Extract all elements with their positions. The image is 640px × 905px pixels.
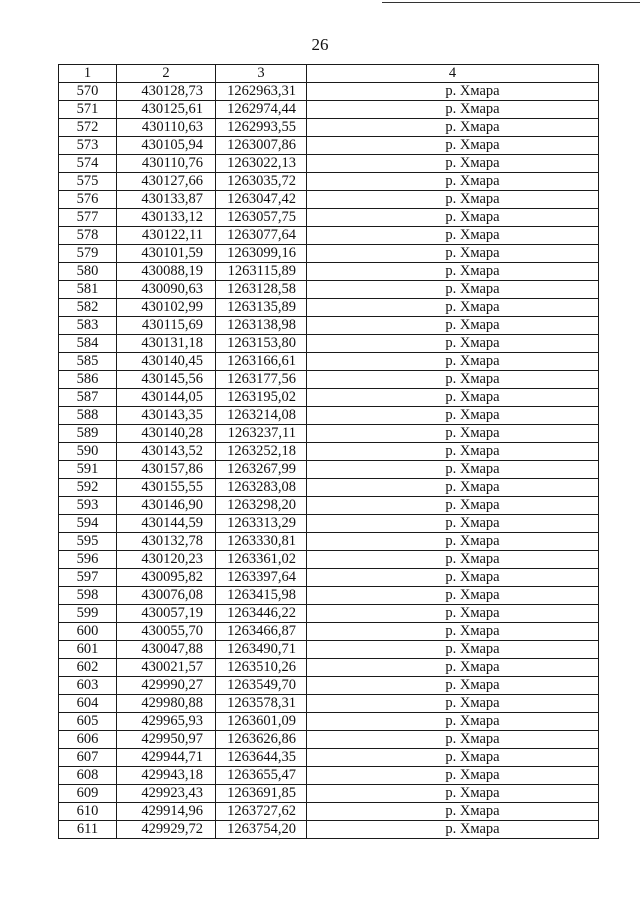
point-number-cell: 579 — [59, 245, 117, 263]
description-cell: р. Хмара — [307, 191, 599, 209]
table-row — [59, 263, 599, 281]
point-number-cell: 593 — [59, 497, 117, 515]
point-number-cell: 574 — [59, 155, 117, 173]
point-number-cell: 586 — [59, 371, 117, 389]
description-cell: р. Хмара — [307, 245, 599, 263]
table-row — [59, 497, 599, 515]
table-row — [59, 785, 599, 803]
description-cell: р. Хмара — [307, 317, 599, 335]
description-cell: р. Хмара — [307, 677, 599, 695]
x-coordinate-cell: 430021,57 — [117, 659, 216, 677]
point-number-cell: 580 — [59, 263, 117, 281]
y-coordinate-cell: 1263099,16 — [216, 245, 307, 263]
y-coordinate-cell: 1263330,81 — [216, 533, 307, 551]
description-cell: р. Хмара — [307, 119, 599, 137]
point-number-cell: 570 — [59, 83, 117, 101]
description-cell: р. Хмара — [307, 335, 599, 353]
table-row — [59, 479, 599, 497]
description-cell: р. Хмара — [307, 407, 599, 425]
table-row — [59, 119, 599, 137]
y-coordinate-cell: 1262993,55 — [216, 119, 307, 137]
table-row — [59, 659, 599, 677]
y-coordinate-cell: 1263490,71 — [216, 641, 307, 659]
y-coordinate-cell: 1263754,20 — [216, 821, 307, 839]
x-coordinate-cell: 430127,66 — [117, 173, 216, 191]
table-row — [59, 371, 599, 389]
x-coordinate-cell: 430102,99 — [117, 299, 216, 317]
description-cell: р. Хмара — [307, 263, 599, 281]
description-cell: р. Хмара — [307, 227, 599, 245]
header-rule — [382, 2, 640, 3]
point-number-cell: 588 — [59, 407, 117, 425]
column-header-4: 4 — [307, 65, 599, 83]
table-row — [59, 155, 599, 173]
x-coordinate-cell: 430128,73 — [117, 83, 216, 101]
y-coordinate-cell: 1263077,64 — [216, 227, 307, 245]
x-coordinate-cell: 430144,05 — [117, 389, 216, 407]
y-coordinate-cell: 1263035,72 — [216, 173, 307, 191]
point-number-cell: 602 — [59, 659, 117, 677]
table-row — [59, 137, 599, 155]
y-coordinate-cell: 1263655,47 — [216, 767, 307, 785]
x-coordinate-cell: 429990,27 — [117, 677, 216, 695]
point-number-cell: 596 — [59, 551, 117, 569]
description-cell: р. Хмара — [307, 533, 599, 551]
table-row — [59, 83, 599, 101]
y-coordinate-cell: 1263626,86 — [216, 731, 307, 749]
y-coordinate-cell: 1263047,42 — [216, 191, 307, 209]
description-cell: р. Хмара — [307, 587, 599, 605]
y-coordinate-cell: 1263115,89 — [216, 263, 307, 281]
point-number-cell: 597 — [59, 569, 117, 587]
point-number-cell: 585 — [59, 353, 117, 371]
x-coordinate-cell: 430145,56 — [117, 371, 216, 389]
description-cell: р. Хмара — [307, 749, 599, 767]
y-coordinate-cell: 1263214,08 — [216, 407, 307, 425]
x-coordinate-cell: 430132,78 — [117, 533, 216, 551]
x-coordinate-cell: 430140,28 — [117, 425, 216, 443]
description-cell: р. Хмара — [307, 785, 599, 803]
table-row — [59, 299, 599, 317]
description-cell: р. Хмара — [307, 803, 599, 821]
description-cell: р. Хмара — [307, 173, 599, 191]
x-coordinate-cell: 430055,70 — [117, 623, 216, 641]
x-coordinate-cell: 430095,82 — [117, 569, 216, 587]
point-number-cell: 611 — [59, 821, 117, 839]
table-row — [59, 425, 599, 443]
y-coordinate-cell: 1263313,29 — [216, 515, 307, 533]
description-cell: р. Хмара — [307, 281, 599, 299]
description-cell: р. Хмара — [307, 713, 599, 731]
table-row — [59, 623, 599, 641]
x-coordinate-cell: 430101,59 — [117, 245, 216, 263]
y-coordinate-cell: 1263397,64 — [216, 569, 307, 587]
point-number-cell: 603 — [59, 677, 117, 695]
table-row — [59, 407, 599, 425]
x-coordinate-cell: 430076,08 — [117, 587, 216, 605]
table-row — [59, 803, 599, 821]
table-row — [59, 551, 599, 569]
x-coordinate-cell: 430131,18 — [117, 335, 216, 353]
x-coordinate-cell: 430144,59 — [117, 515, 216, 533]
y-coordinate-cell: 1263361,02 — [216, 551, 307, 569]
description-cell: р. Хмара — [307, 83, 599, 101]
y-coordinate-cell: 1263601,09 — [216, 713, 307, 731]
x-coordinate-cell: 429980,88 — [117, 695, 216, 713]
x-coordinate-cell: 430110,76 — [117, 155, 216, 173]
x-coordinate-cell: 430125,61 — [117, 101, 216, 119]
y-coordinate-cell: 1263252,18 — [216, 443, 307, 461]
y-coordinate-cell: 1263166,61 — [216, 353, 307, 371]
x-coordinate-cell: 430057,19 — [117, 605, 216, 623]
point-number-cell: 576 — [59, 191, 117, 209]
y-coordinate-cell: 1263510,26 — [216, 659, 307, 677]
y-coordinate-cell: 1263446,22 — [216, 605, 307, 623]
y-coordinate-cell: 1263415,98 — [216, 587, 307, 605]
point-number-cell: 607 — [59, 749, 117, 767]
description-cell: р. Хмара — [307, 425, 599, 443]
point-number-cell: 575 — [59, 173, 117, 191]
x-coordinate-cell: 429950,97 — [117, 731, 216, 749]
point-number-cell: 572 — [59, 119, 117, 137]
y-coordinate-cell: 1263057,75 — [216, 209, 307, 227]
description-cell: р. Хмара — [307, 461, 599, 479]
y-coordinate-cell: 1263727,62 — [216, 803, 307, 821]
description-cell: р. Хмара — [307, 299, 599, 317]
description-cell: р. Хмара — [307, 155, 599, 173]
y-coordinate-cell: 1263578,31 — [216, 695, 307, 713]
x-coordinate-cell: 430088,19 — [117, 263, 216, 281]
point-number-cell: 592 — [59, 479, 117, 497]
table-row — [59, 821, 599, 839]
description-cell: р. Хмара — [307, 767, 599, 785]
description-cell: р. Хмара — [307, 551, 599, 569]
y-coordinate-cell: 1263267,99 — [216, 461, 307, 479]
description-cell: р. Хмара — [307, 569, 599, 587]
y-coordinate-cell: 1263466,87 — [216, 623, 307, 641]
y-coordinate-cell: 1263644,35 — [216, 749, 307, 767]
point-number-cell: 587 — [59, 389, 117, 407]
table-row — [59, 677, 599, 695]
y-coordinate-cell: 1263283,08 — [216, 479, 307, 497]
column-header-1: 1 — [59, 65, 117, 83]
x-coordinate-cell: 430115,69 — [117, 317, 216, 335]
table-row — [59, 335, 599, 353]
description-cell: р. Хмара — [307, 371, 599, 389]
table-row — [59, 587, 599, 605]
description-cell: р. Хмара — [307, 623, 599, 641]
table-body — [59, 83, 599, 839]
y-coordinate-cell: 1263237,11 — [216, 425, 307, 443]
x-coordinate-cell: 430143,35 — [117, 407, 216, 425]
x-coordinate-cell: 429944,71 — [117, 749, 216, 767]
x-coordinate-cell: 430155,55 — [117, 479, 216, 497]
point-number-cell: 589 — [59, 425, 117, 443]
table-row — [59, 191, 599, 209]
description-cell: р. Хмара — [307, 497, 599, 515]
table-row — [59, 767, 599, 785]
point-number-cell: 601 — [59, 641, 117, 659]
x-coordinate-cell: 430146,90 — [117, 497, 216, 515]
point-number-cell: 594 — [59, 515, 117, 533]
table-row — [59, 227, 599, 245]
table-row — [59, 245, 599, 263]
x-coordinate-cell: 430122,11 — [117, 227, 216, 245]
description-cell: р. Хмара — [307, 821, 599, 839]
point-number-cell: 581 — [59, 281, 117, 299]
description-cell: р. Хмара — [307, 641, 599, 659]
page-number: 26 — [311, 35, 329, 54]
point-number-cell: 609 — [59, 785, 117, 803]
point-number-cell: 610 — [59, 803, 117, 821]
table-row — [59, 209, 599, 227]
y-coordinate-cell: 1262963,31 — [216, 83, 307, 101]
table-row — [59, 173, 599, 191]
x-coordinate-cell: 430047,88 — [117, 641, 216, 659]
y-coordinate-cell: 1263195,02 — [216, 389, 307, 407]
point-number-cell: 578 — [59, 227, 117, 245]
y-coordinate-cell: 1263022,13 — [216, 155, 307, 173]
description-cell: р. Хмара — [307, 353, 599, 371]
y-coordinate-cell: 1263007,86 — [216, 137, 307, 155]
table-row — [59, 353, 599, 371]
x-coordinate-cell: 430143,52 — [117, 443, 216, 461]
table-row — [59, 569, 599, 587]
point-number-cell: 600 — [59, 623, 117, 641]
table-row — [59, 605, 599, 623]
table-row — [59, 749, 599, 767]
table-row — [59, 713, 599, 731]
y-coordinate-cell: 1263138,98 — [216, 317, 307, 335]
x-coordinate-cell: 430105,94 — [117, 137, 216, 155]
description-cell: р. Хмара — [307, 515, 599, 533]
point-number-cell: 577 — [59, 209, 117, 227]
y-coordinate-cell: 1263177,56 — [216, 371, 307, 389]
description-cell: р. Хмара — [307, 137, 599, 155]
table-row — [59, 533, 599, 551]
y-coordinate-cell: 1263549,70 — [216, 677, 307, 695]
point-number-cell: 599 — [59, 605, 117, 623]
x-coordinate-cell: 430120,23 — [117, 551, 216, 569]
point-number-cell: 604 — [59, 695, 117, 713]
coordinates-table — [58, 64, 599, 839]
point-number-cell: 591 — [59, 461, 117, 479]
table-row — [59, 641, 599, 659]
table-header-row — [59, 65, 599, 83]
description-cell: р. Хмара — [307, 101, 599, 119]
point-number-cell: 598 — [59, 587, 117, 605]
point-number-cell: 582 — [59, 299, 117, 317]
table-row — [59, 317, 599, 335]
y-coordinate-cell: 1263128,58 — [216, 281, 307, 299]
point-number-cell: 590 — [59, 443, 117, 461]
y-coordinate-cell: 1263691,85 — [216, 785, 307, 803]
description-cell: р. Хмара — [307, 731, 599, 749]
x-coordinate-cell: 429923,43 — [117, 785, 216, 803]
x-coordinate-cell: 430090,63 — [117, 281, 216, 299]
column-header-2: 2 — [117, 65, 216, 83]
point-number-cell: 595 — [59, 533, 117, 551]
table-row — [59, 461, 599, 479]
x-coordinate-cell: 430110,63 — [117, 119, 216, 137]
table-row — [59, 101, 599, 119]
x-coordinate-cell: 430133,87 — [117, 191, 216, 209]
description-cell: р. Хмара — [307, 695, 599, 713]
description-cell: р. Хмара — [307, 605, 599, 623]
x-coordinate-cell: 430133,12 — [117, 209, 216, 227]
point-number-cell: 573 — [59, 137, 117, 155]
point-number-cell: 584 — [59, 335, 117, 353]
table-row — [59, 695, 599, 713]
point-number-cell: 571 — [59, 101, 117, 119]
x-coordinate-cell: 429943,18 — [117, 767, 216, 785]
table-row — [59, 281, 599, 299]
x-coordinate-cell: 430157,86 — [117, 461, 216, 479]
table-row — [59, 731, 599, 749]
description-cell: р. Хмара — [307, 479, 599, 497]
description-cell: р. Хмара — [307, 209, 599, 227]
x-coordinate-cell: 429965,93 — [117, 713, 216, 731]
y-coordinate-cell: 1263153,80 — [216, 335, 307, 353]
table-row — [59, 389, 599, 407]
point-number-cell: 605 — [59, 713, 117, 731]
description-cell: р. Хмара — [307, 659, 599, 677]
column-header-3: 3 — [216, 65, 307, 83]
x-coordinate-cell: 429929,72 — [117, 821, 216, 839]
y-coordinate-cell: 1263135,89 — [216, 299, 307, 317]
y-coordinate-cell: 1263298,20 — [216, 497, 307, 515]
description-cell: р. Хмара — [307, 389, 599, 407]
description-cell: р. Хмара — [307, 443, 599, 461]
point-number-cell: 583 — [59, 317, 117, 335]
table-row — [59, 443, 599, 461]
point-number-cell: 608 — [59, 767, 117, 785]
point-number-cell: 606 — [59, 731, 117, 749]
x-coordinate-cell: 429914,96 — [117, 803, 216, 821]
table-row — [59, 515, 599, 533]
x-coordinate-cell: 430140,45 — [117, 353, 216, 371]
y-coordinate-cell: 1262974,44 — [216, 101, 307, 119]
